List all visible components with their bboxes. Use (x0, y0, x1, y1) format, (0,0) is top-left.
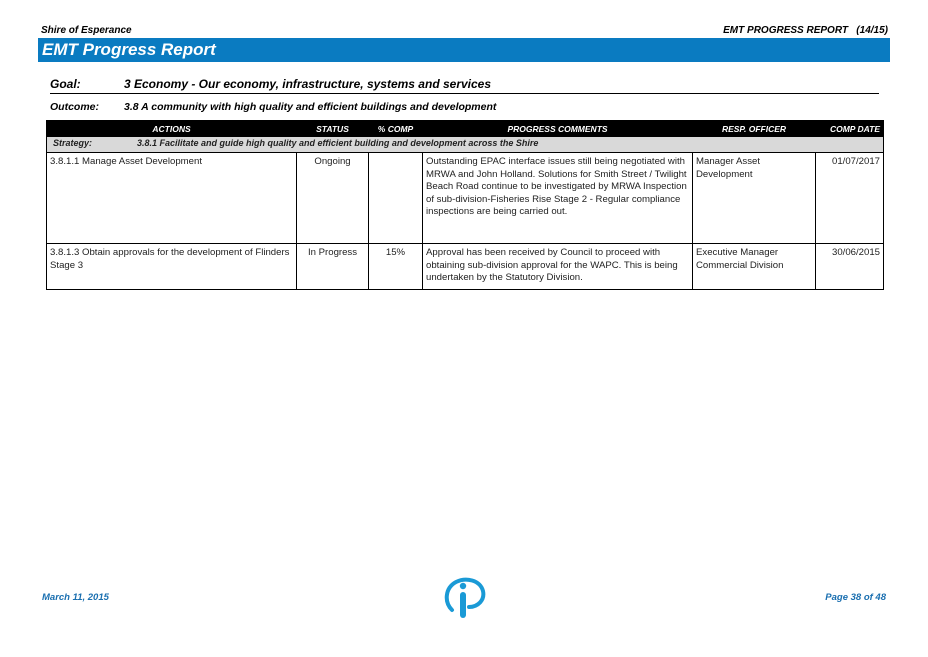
outcome-label: Outcome: (50, 101, 100, 113)
column-header-officer: RESP. OFFICER (693, 121, 816, 137)
officer-cell: Manager Asset Development (693, 153, 816, 244)
actions-table (46, 120, 884, 290)
footer-date: March 11, 2015 (42, 592, 109, 603)
strategy-cell (47, 137, 884, 153)
comments-cell: Approval has been received by Council to proceed with obtaining sub-division approval for the WAPC. This is being undertaken by the Statutory Division. (423, 244, 693, 290)
shire-logo-icon (442, 576, 488, 620)
goal-label: Goal: (50, 77, 81, 91)
column-header-actions: ACTIONS (47, 121, 297, 137)
column-header-status: STATUS (297, 121, 369, 137)
goal-row (50, 77, 879, 94)
organisation-name: Shire of Esperance (41, 25, 132, 36)
comp-cell (369, 153, 423, 244)
comp-cell: 15% (369, 244, 423, 290)
outcome-value: 3.8 A community with high quality and efficient buildings and development (124, 101, 497, 113)
table-row (47, 244, 884, 290)
comments-cell: Outstanding EPAC interface issues still being negotiated with MRWA and John Holland. Solutions for Smith Street / Twilight Beach Road continue to be investigated by MRWA Inspection of sub-division-Fisheries Rise Stage 2 - Regular compliance inspections are being carried out. (423, 153, 693, 244)
date-cell: 30/06/2015 (816, 244, 884, 290)
goal-value: 3 Economy - Our economy, infrastructure, systems and services (124, 77, 492, 91)
strategy-value: 3.8.1 Facilitate and guide high quality and efficient building and development across the Shire (137, 138, 539, 148)
strategy-row (47, 137, 884, 153)
action-cell: 3.8.1.3 Obtain approvals for the development of Flinders Stage 3 (47, 244, 297, 290)
report-reference: EMT PROGRESS REPORT (14/15) (723, 25, 888, 36)
footer-page-number: Page 38 of 48 (825, 592, 886, 603)
strategy-label: Strategy: (53, 138, 93, 148)
status-cell: In Progress (297, 244, 369, 290)
date-cell: 01/07/2017 (816, 153, 884, 244)
column-header-date: COMP DATE (816, 121, 884, 137)
column-header-comments: PROGRESS COMMENTS (423, 121, 693, 137)
table-header-row (47, 121, 884, 137)
column-header-comp: % COMP (369, 121, 423, 137)
table-row (47, 153, 884, 244)
status-cell: Ongoing (297, 153, 369, 244)
title-bar (38, 38, 890, 62)
page-title: EMT Progress Report (42, 40, 216, 59)
action-cell: 3.8.1.1 Manage Asset Development (47, 153, 297, 244)
officer-cell: Executive Manager Commercial Division (693, 244, 816, 290)
